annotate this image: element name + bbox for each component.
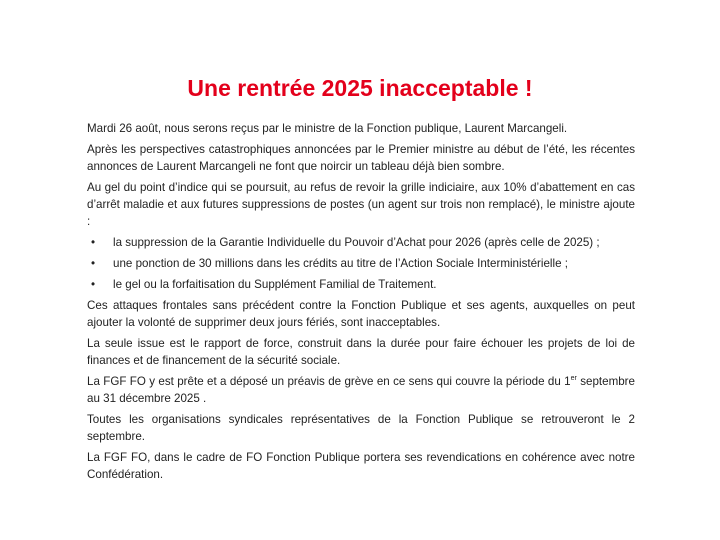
strike-notice-text-start: La FGF FO y est prête et a déposé un préavis de grève en ce sens qui couvre la période du 1 (87, 375, 571, 388)
paragraph-strategy: La seule issue est le rapport de force, construit dans la durée pour faire échouer les projets de loi de finances et de financement de la sécurité sociale. (87, 337, 635, 367)
measures-list (87, 234, 635, 293)
list-item-text: le gel ou la forfaitisation du Supplément Familial de Traitement. (113, 278, 437, 291)
list-item (87, 276, 635, 293)
bullet-icon: • (91, 236, 96, 249)
list-item-text: une ponction de 30 millions dans les crédits au titre de l’Action Sociale Interministérielle ; (113, 257, 568, 270)
page-title: Une rentrée 2025 inacceptable ! (187, 75, 533, 102)
bullet-icon: • (91, 278, 96, 291)
paragraph-attacks: Ces attaques frontales sans précédent contre la Fonction Publique et ses agents, auxquelles on peut ajouter la volonté de supprimer deux jours fériés, sont inacceptables. (87, 299, 635, 329)
paragraph-strike-notice (87, 373, 635, 407)
paragraph-unions-meeting: Toutes les organisations syndicales représentatives de la Fonction Publique se retrouveront le 2 septembre. (87, 413, 635, 443)
paragraph-closing: La FGF FO, dans le cadre de FO Fonction Publique portera ses revendications en cohérence avec notre Confédération. (87, 451, 635, 481)
strike-notice-text-end: septembre au 31 décembre 2025 . (87, 375, 635, 405)
paragraph-context: Après les perspectives catastrophiques annoncées par le Premier ministre au début de l’été, les récentes annonces de Laurent Marcangeli ne font que noircir un tableau déjà bien sombre. (87, 143, 635, 173)
list-item (87, 234, 635, 251)
list-item (87, 255, 635, 272)
list-item-text: la suppression de la Garantie Individuelle du Pouvoir d’Achat pour 2026 (après celle de 2025) ; (113, 236, 600, 249)
ordinal-superscript: er (570, 375, 577, 383)
paragraph-measures-intro: Au gel du point d’indice qui se poursuit, au refus de revoir la grille indiciaire, aux 10% d’abattement en cas d’arrêt maladie et aux futures suppressions de postes (un agent sur trois non remplacé), le ministre ajoute : (87, 181, 635, 228)
document-body (87, 120, 635, 487)
bullet-icon: • (91, 257, 96, 270)
paragraph-meeting: Mardi 26 août, nous serons reçus par le ministre de la Fonction publique, Laurent Marcangeli. (87, 122, 568, 135)
